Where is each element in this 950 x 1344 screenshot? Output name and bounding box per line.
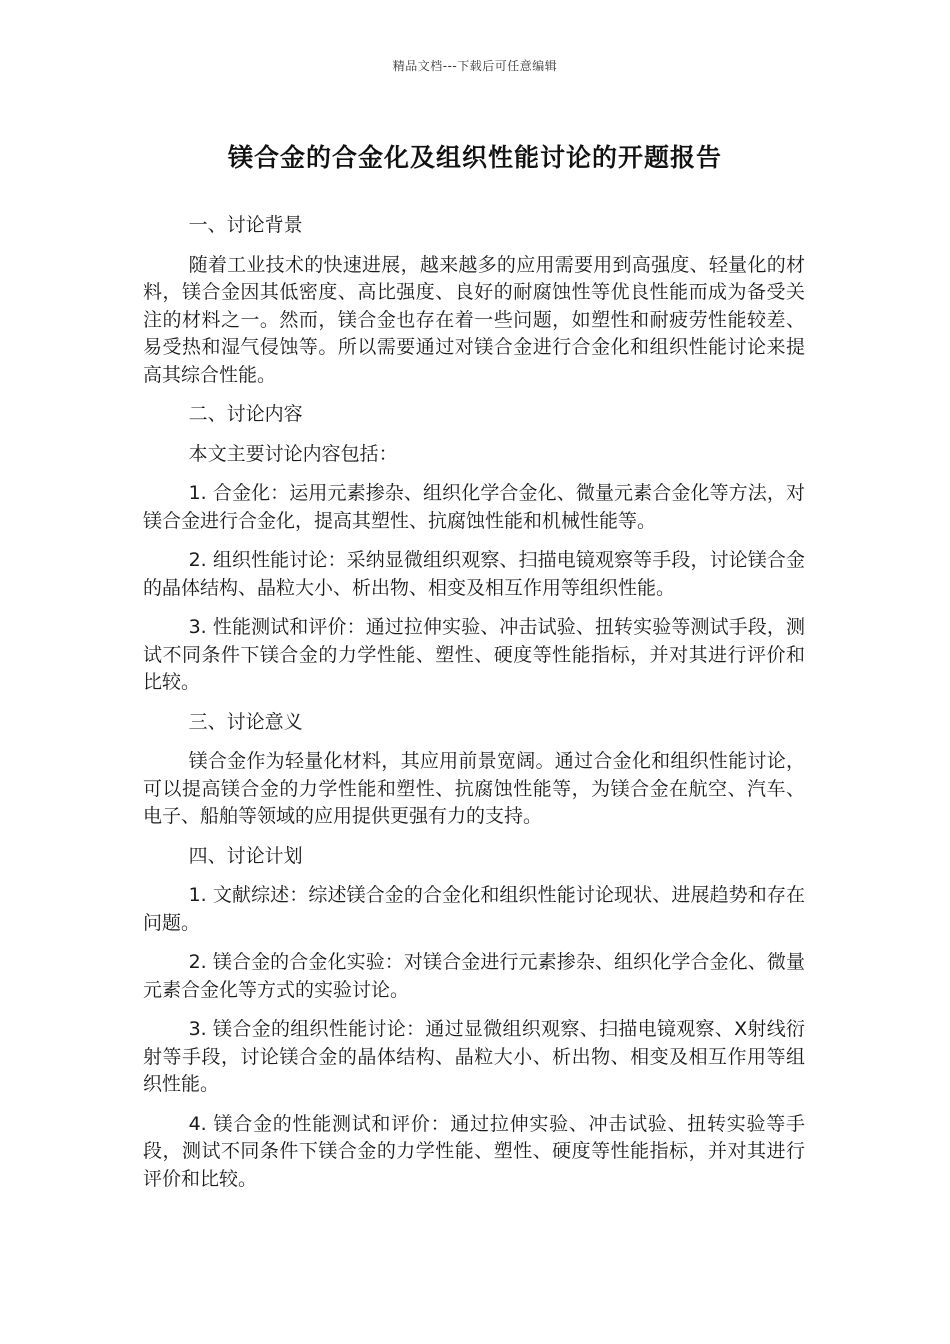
paragraph-background: 随着工业技术的快速进展，越来越多的应用需要用到高强度、轻量化的材料，镁合金因其低密度、高比强度、良好的耐腐蚀性等优良性能而成为备受关注的材料之一。然而，镁合金也存在着一些问题，如塑性和耐疲劳性能较差、易受热和湿气侵蚀等。所以需要通过对镁合金进行合金化和组织性能讨论来提高其综合性能。 [143,253,805,386]
section-heading-content: 二、讨论内容 [188,403,303,425]
plan-item-1: 1. 文献综述：综述镁合金的合金化和组织性能讨论现状、进展趋势和存在问题。 [143,884,805,934]
section-heading-plan: 四、讨论计划 [188,844,303,867]
document-title: 镁合金的合金化及组织性能讨论的开题报告 [227,143,722,172]
section-heading-significance: 三、讨论意义 [188,710,303,733]
plan-item-2: 2. 镁合金的合金化实验：对镁合金进行元素掺杂、组织化学合金化、微量元素合金化等方式的实验讨论。 [143,951,805,1001]
content-item-2: 2. 组织性能讨论：采纳显微组织观察、扫描电镜观察等手段，讨论镁合金的晶体结构、晶粒大小、析出物、相变及相互作用等组织性能。 [143,549,805,599]
content-intro: 本文主要讨论内容包括： [188,442,398,465]
section-heading-background: 一、讨论背景 [188,214,303,236]
plan-item-3: 3. 镁合金的组织性能讨论：通过显微组织观察、扫描电镜观察、X射线衍射等手段，讨论镁合金的晶体结构、晶粒大小、析出物、相变及相互作用等组织性能。 [143,1018,805,1095]
plan-item-4: 4. 镁合金的性能测试和评价：通过拉伸实验、冲击试验、扭转实验等手段，测试不同条件下镁合金的力学性能、塑性、硬度等性能指标，并对其进行评价和比较。 [143,1112,805,1190]
header-note: 精品文档---下载后可任意编辑 [392,59,558,73]
document-body [143,212,805,1205]
paragraph-significance: 镁合金作为轻量化材料，其应用前景宽阔。通过合金化和组织性能讨论，可以提高镁合金的力学性能和塑性、抗腐蚀性能等，为镁合金在航空、汽车、电子、船舶等领域的应用提供更强有力的支持。 [143,750,805,827]
content-item-1: 1. 合金化：运用元素掺杂、组织化学合金化、微量元素合金化等方法，对镁合金进行合金化，提高其塑性、抗腐蚀性能和机械性能等。 [143,482,805,532]
content-item-3: 3. 性能测试和评价：通过拉伸实验、冲击试验、扭转实验等测试手段，测试不同条件下镁合金的力学性能、塑性、硬度等性能指标，并对其进行评价和比较。 [143,616,805,693]
